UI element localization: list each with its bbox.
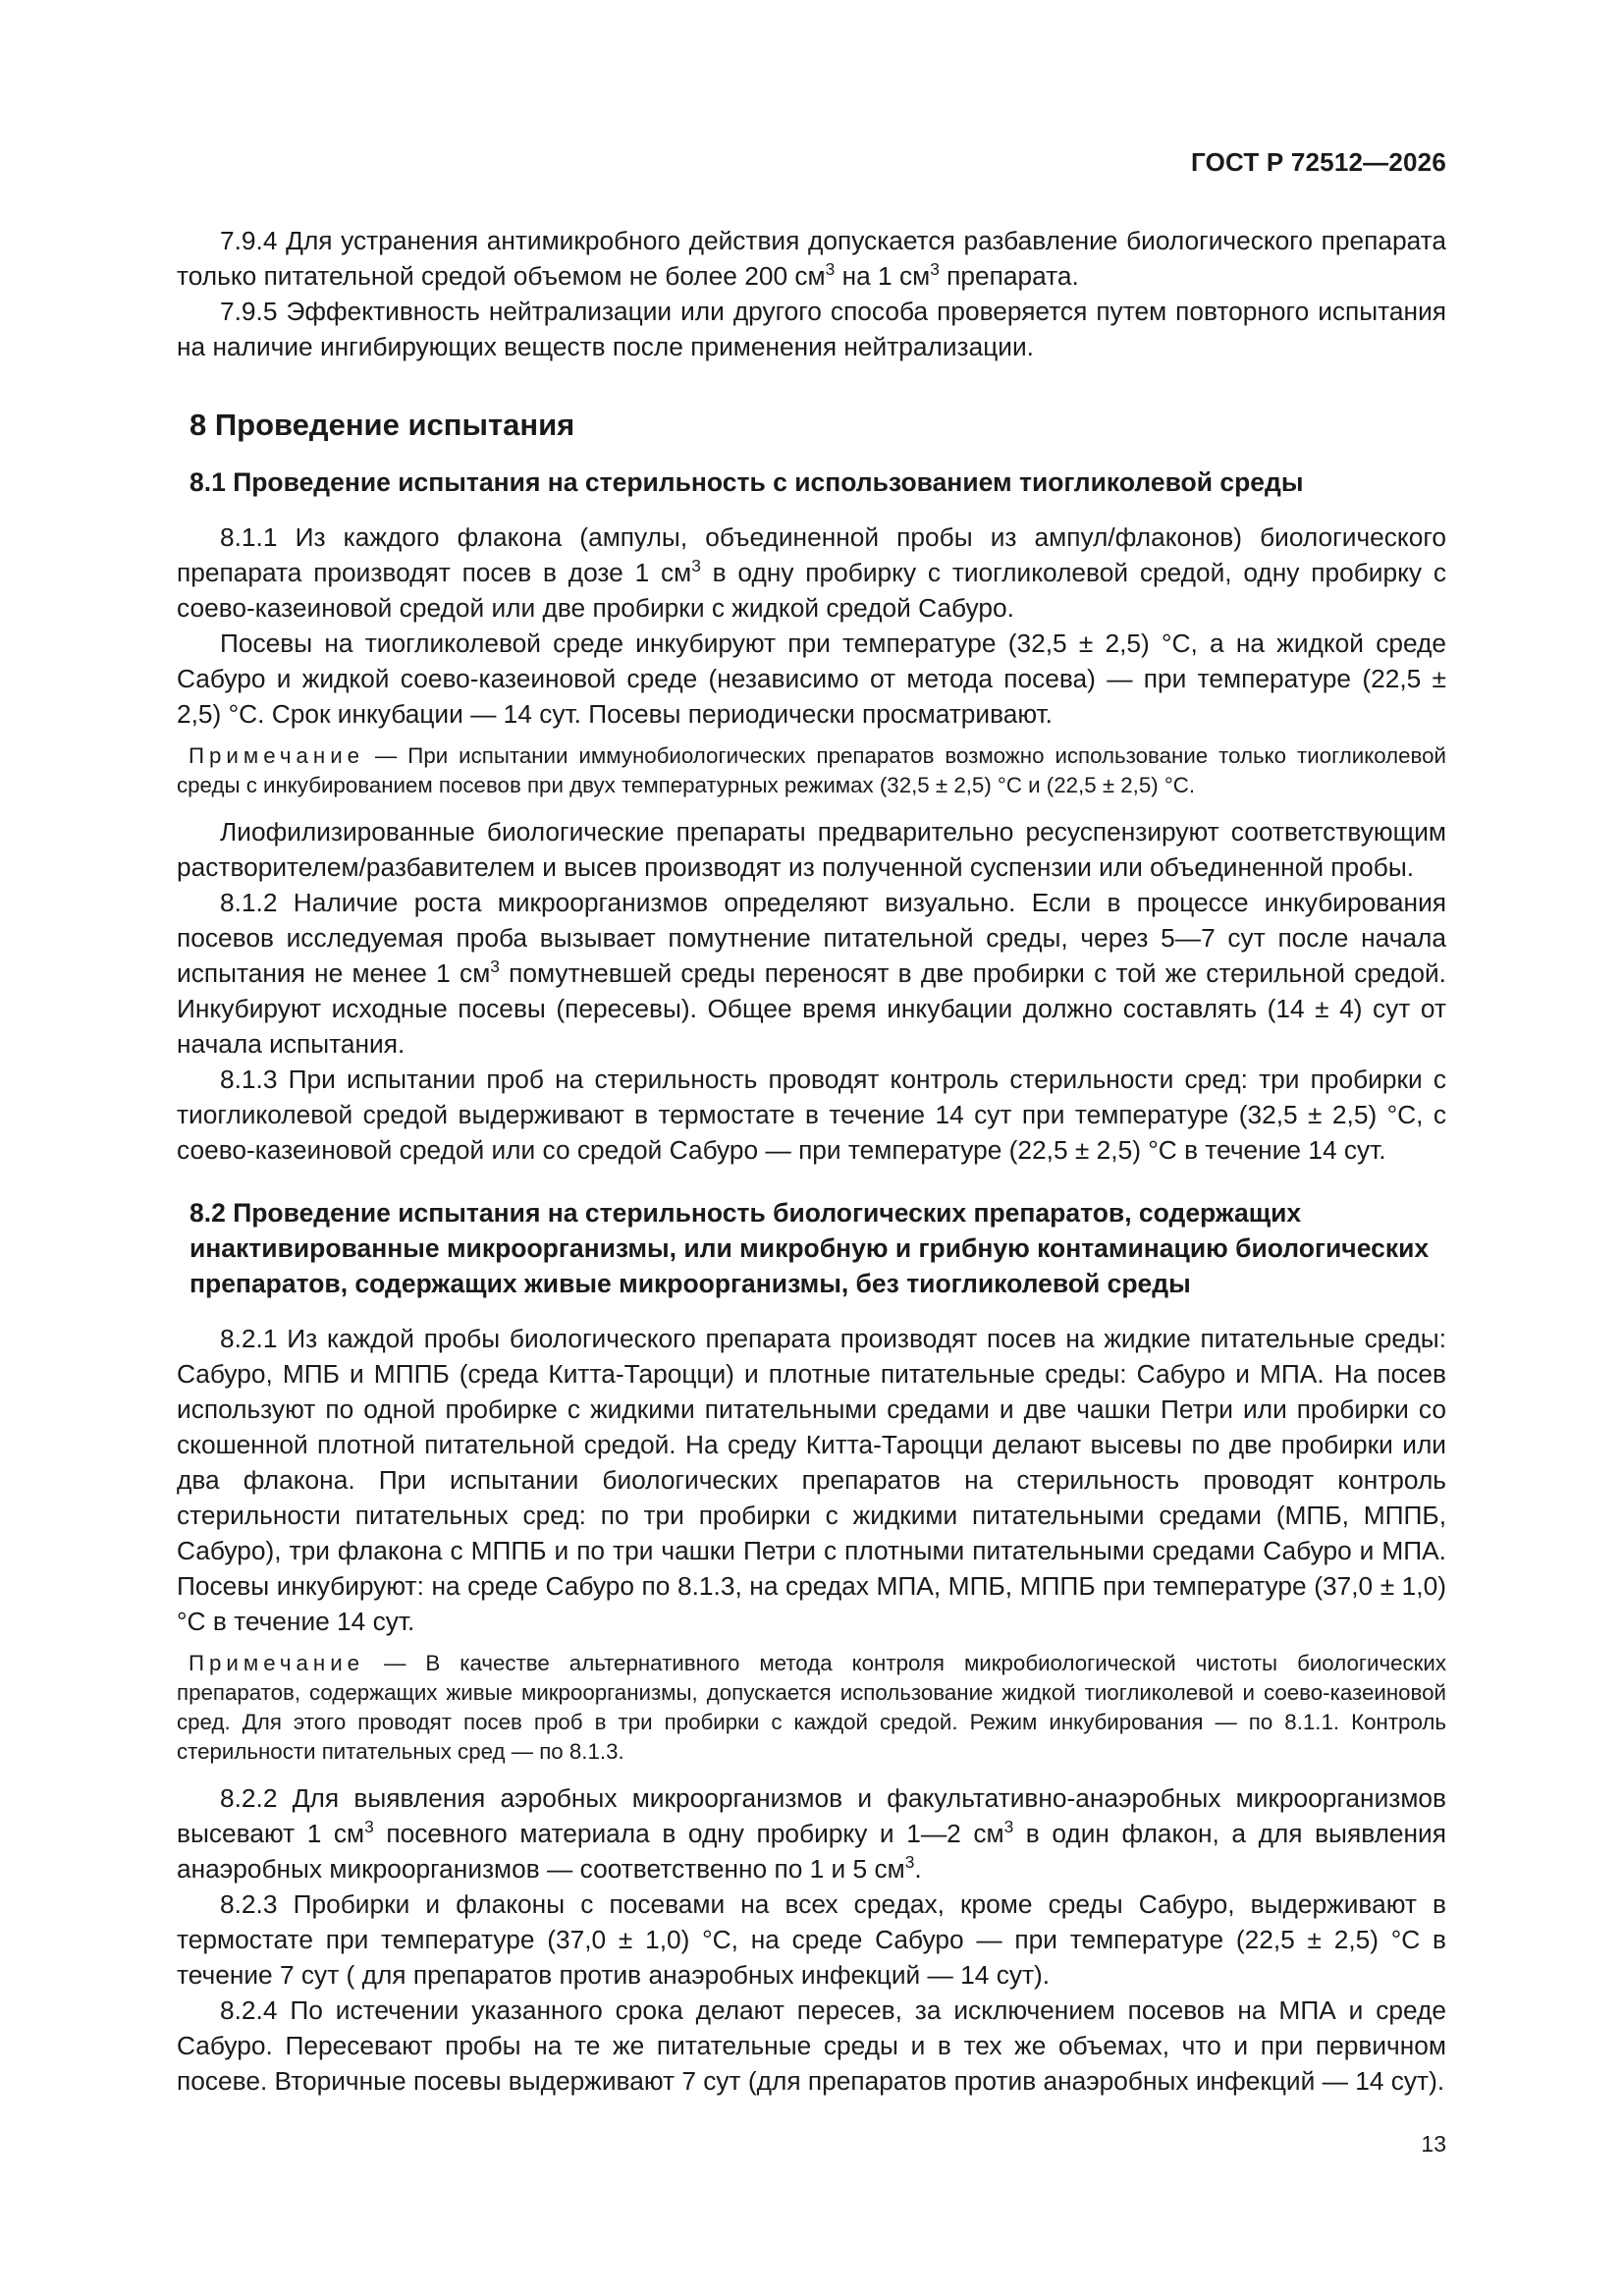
page-header: ГОСТ Р 72512—2026 xyxy=(1191,147,1446,177)
section-heading-8: 8 Проведение испытания xyxy=(189,408,575,442)
note-2 xyxy=(177,1649,1446,1767)
subsection-heading-8-2: 8.2 Проведение испытания на стерильность биологических препаратов, содержащих инактивированные микроорганизмы, или микробную и грибную контаминацию биологических препаратов, содержащих живые микроорганизмы, без тиогликолевой среды xyxy=(189,1198,1430,1298)
paragraph-8-1-1-incubation: Посевы на тиогликолевой среде инкубируют при температуре (32,5 ± 2,5) °С, а на жидкой среде Сабуро и жидкой соево-казеиновой среде (независимо от метода посева) — при температуре (22,5 ± 2,5) °С. Срок инкубации — 14 сут. Посевы периодически просматривают. xyxy=(177,629,1446,729)
paragraph-8-2-4: 8.2.4 По истечении указанного срока делают пересев, за исключением посевов на МПА и среде Сабуро. Пересевают пробы на те же питательные среды и в тех же объемах, что и при первичном посеве. Вторичные посевы выдерживают 7 сут (для препаратов против анаэробных инфекций — 14 сут). xyxy=(177,1995,1446,2096)
paragraph-8-2-3: 8.2.3 Пробирки и флаконы с посевами на всех средах, кроме среды Сабуро, выдерживают в термостате при температуре (37,0 ± 1,0) °С, на среде Сабуро — при температуре (22,5 ± 2,5) °С в течение 7 сут ( для препаратов против анаэробных инфекций — 14 сут). xyxy=(177,1889,1446,1990)
page-number: 13 xyxy=(1421,2131,1446,2157)
paragraph-8-2-2: 8.2.2 Для выявления аэробных микроорганизмов и факультативно-анаэробных микроорганизмов высевают 1 $см^3$ посевного материала в одну пробирку и 1—2 $см^3$ в один флакон, а для выявления анаэробных микроорганизмов — соответственно по 1 и 5 $см^3$. xyxy=(177,1783,1446,1884)
note-label: Примечание xyxy=(189,1651,365,1675)
document-body xyxy=(177,223,1446,2099)
note-text: — При испытании иммунобиологических препаратов возможно использование только тиогликолевой среды с инкубированием посевов при двух температурных режимах (32,5 ± 2,5) °С и (22,5 ± 2,5) °С. xyxy=(177,743,1446,797)
paragraph-7-9-4: 7.9.4 Для устранения антимикробного действия допускается разбавление биологического препарата только питательной средой объемом не более 200 $см^3$ на 1 $см^3$ препарата. xyxy=(177,226,1446,291)
paragraph-8-1-1: 8.1.1 Из каждого флакона (ампулы, объединенной пробы из ампул/флаконов) биологического препарата производят посев в дозе 1 $см^3$ в одну пробирку с тиогликолевой средой, одну пробирку с соево-казеиновой средой или две пробирки с жидкой средой Сабуро. xyxy=(177,522,1446,623)
note-text: — В качестве альтернативного метода контроля микробиологической чистоты биологических препаратов, содержащих живые микроорганизмы, допускается использование жидкой тиогликолевой и соево-казеиновой сред. Для этого проводят посев проб в три пробирки с каждой средой. Режим инкубирования — по 8.1.1. Контроль стерильности питательных сред — по 8.1.3. xyxy=(177,1651,1446,1764)
note-1 xyxy=(177,741,1446,800)
paragraph-7-9-5: 7.9.5 Эффективность нейтрализации или другого способа проверяется путем повторного испытания на наличие ингибирующих веществ после применения нейтрализации. xyxy=(177,297,1446,361)
subsection-heading-8-1: 8.1 Проведение испытания на стерильность с использованием тиогликолевой среды xyxy=(189,467,1304,497)
paragraph-8-1-2: 8.1.2 Наличие роста микроорганизмов определяют визуально. Если в процессе инкубирования посевов исследуемая проба вызывает помутнение питательной среды, через 5—7 сут после начала испытания не менее 1 $см^3$ помутневшей среды переносят в две пробирки с той же стерильной средой. Инкубируют исходные посевы (пересевы). Общее время инкубации должно составлять (14 ± 4) сут от начала испытания. xyxy=(177,888,1446,1059)
paragraph-8-2-1: 8.2.1 Из каждой пробы биологического препарата производят посев на жидкие питательные среды: Сабуро, МПБ и МППБ (среда Китта-Тароцци) и плотные питательные среды: Сабуро и МПА. На посев используют по одной пробирке с жидкими питательными средами и две чашки Петри или пробирки со скошенной плотной питательной средой. На среду Китта-Тароцци делают высевы по две пробирки или два флакона. При испытании биологических препаратов на стерильность проводят контроль стерильности питательных сред: по три пробирки с жидкими питательными средами (МПБ, МППБ, Сабуро), три флакона с МППБ и по три чашки Петри с плотными питательными средами Сабуро и МПА. Посевы инкубируют: на среде Сабуро по 8.1.3, на средах МПА, МПБ, МППБ при температуре (37,0 ± 1,0) °С в течение 14 сут. xyxy=(177,1324,1446,1636)
paragraph-8-1-3: 8.1.3 При испытании проб на стерильность проводят контроль стерильности сред: три пробирки с тиогликолевой средой выдерживают в термостате в течение 14 сут при температуре (32,5 ± 2,5) °С, с соево-казеиновой средой или со средой Сабуро — при температуре (22,5 ± 2,5) °С в течение 14 сут. xyxy=(177,1065,1446,1165)
paragraph-lyophilized: Лиофилизированные биологические препараты предварительно ресуспензируют соответствующим растворителем/разбавителем и высев производят из полученной суспензии или объединенной пробы. xyxy=(177,817,1446,882)
note-label: Примечание xyxy=(189,743,365,768)
